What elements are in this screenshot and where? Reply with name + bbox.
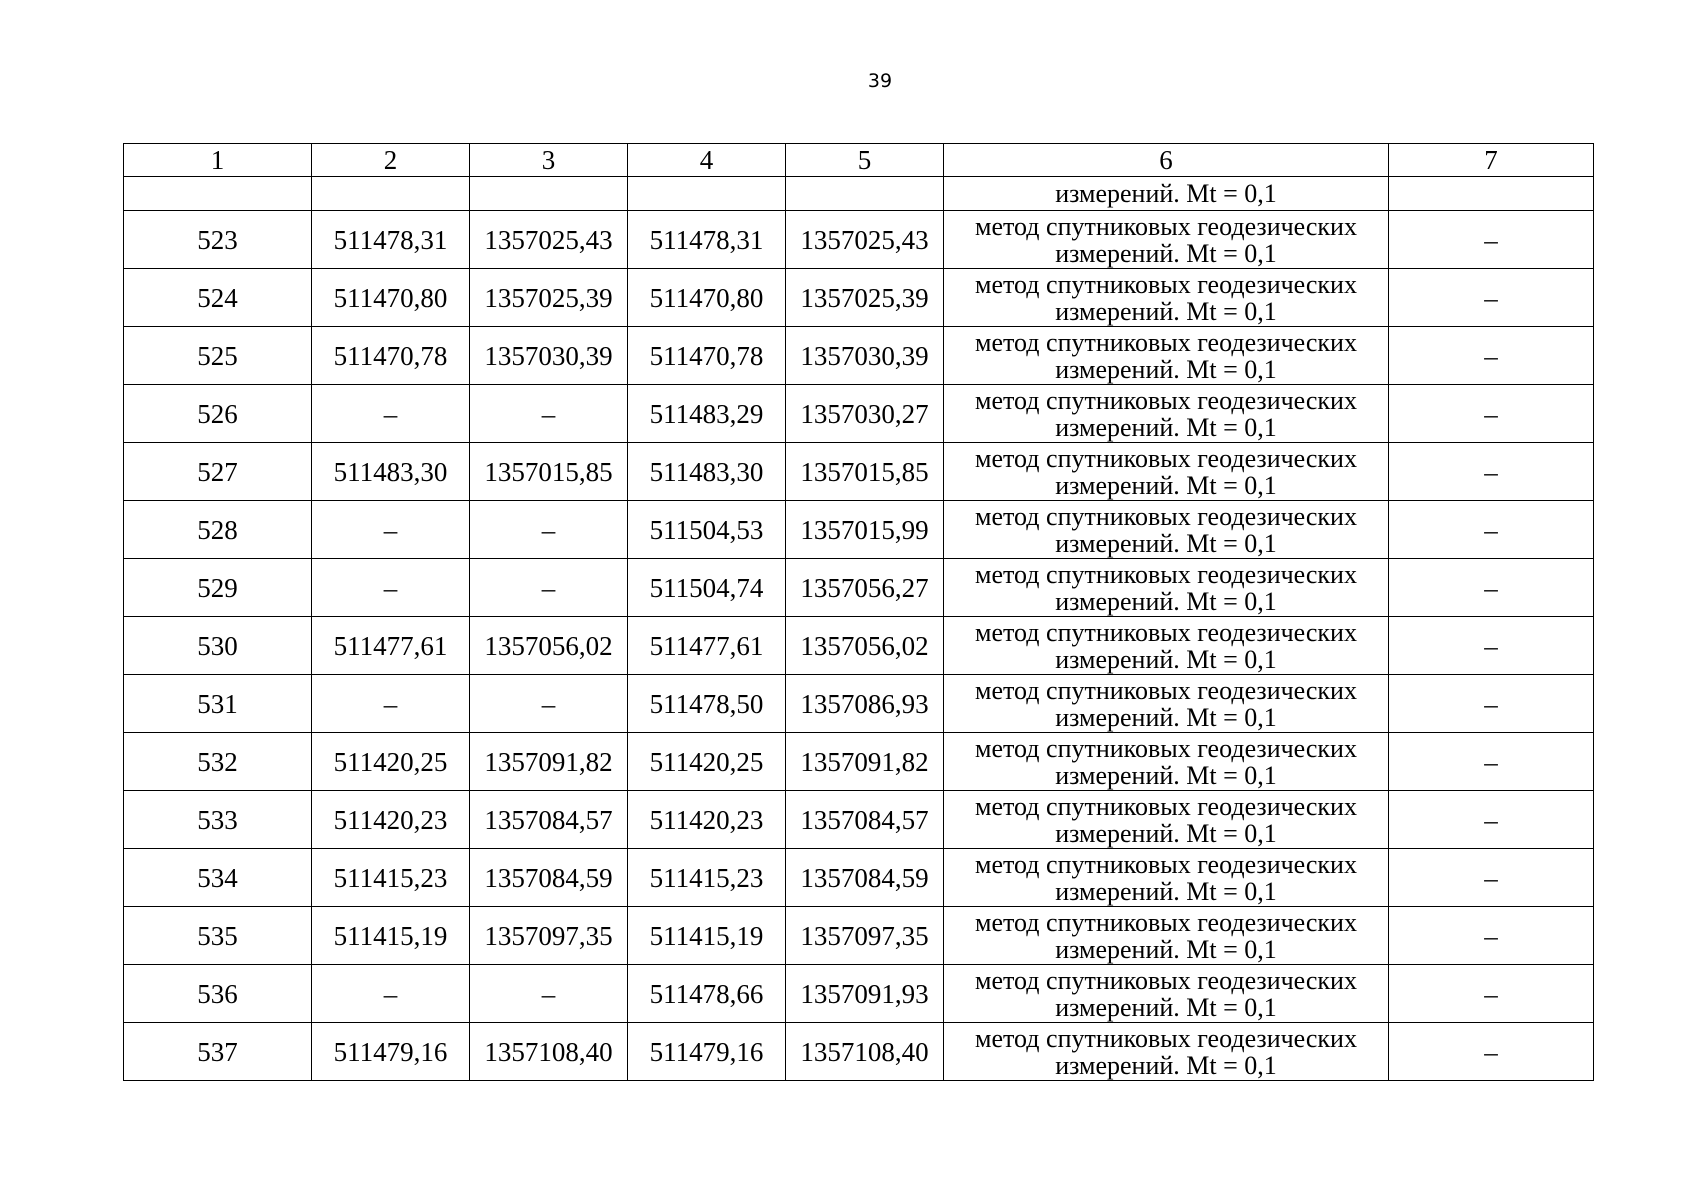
method-cell [944,211,1389,269]
method-cell [944,385,1389,443]
method-cell [944,1023,1389,1081]
method-line-1: метод спутниковых геодезических [975,617,1357,647]
table-cell: 532 [124,733,312,791]
table-cell: – [1389,1023,1594,1081]
table-cell: 1357086,93 [786,675,944,733]
method-line-1: метод спутниковых геодезических [975,211,1357,241]
coordinates-table [123,143,1594,1081]
table-cell: – [312,501,470,559]
table-cell: – [470,965,628,1023]
table-cell: – [1389,907,1594,965]
table-cell: – [470,675,628,733]
table-cell: измерений. Mt = 0,1 [944,177,1389,211]
method-cell [944,327,1389,385]
method-line-2: измерений. Mt = 0,1 [1055,934,1277,964]
table-cell: 1357108,40 [786,1023,944,1081]
table-cell [312,177,470,211]
method-line-1: метод спутниковых геодезических [975,849,1357,879]
header-col-2: 2 [312,144,470,177]
table-header [124,144,1594,177]
table-cell: 526 [124,385,312,443]
table-cell: 1357097,35 [786,907,944,965]
method-cell [944,617,1389,675]
method-line-1: метод спутниковых геодезических [975,501,1357,531]
header-col-7: 7 [1389,144,1594,177]
table-cell: 511478,31 [312,211,470,269]
method-line-1: метод спутниковых геодезических [975,385,1357,415]
table-cell: – [312,385,470,443]
method-line-2: измерений. Mt = 0,1 [1055,644,1277,674]
table-cell [1389,177,1594,211]
method-line-1: метод спутниковых геодезических [975,443,1357,473]
method-line-1: метод спутниковых геодезических [975,733,1357,763]
table-cell: 529 [124,559,312,617]
method-cell [944,443,1389,501]
table-cell: 511483,30 [628,443,786,501]
table-cell: 1357091,93 [786,965,944,1023]
method-line-1: метод спутниковых геодезических [975,791,1357,821]
method-cell [944,965,1389,1023]
table-cell: 1357015,85 [470,443,628,501]
method-line-2: измерений. Mt = 0,1 [1055,818,1277,848]
method-cell [944,269,1389,327]
table-cell: 511415,23 [312,849,470,907]
table-cell: – [1389,791,1594,849]
table-cell: 1357084,59 [470,849,628,907]
continuation-row [124,177,1594,211]
method-line-2: измерений. Mt = 0,1 [1055,354,1277,384]
table-cell: – [1389,443,1594,501]
method-line-1: метод спутниковых геодезических [975,1023,1357,1053]
table-cell: 1357030,27 [786,385,944,443]
table-cell: 1357025,43 [470,211,628,269]
table-cell: – [312,675,470,733]
table-cell: 537 [124,1023,312,1081]
table-cell: 535 [124,907,312,965]
table-cell: – [470,559,628,617]
table-cell: 1357091,82 [470,733,628,791]
table-cell [470,177,628,211]
method-line-2: измерений. Mt = 0,1 [1055,470,1277,500]
method-line-1: метод спутниковых геодезических [975,675,1357,705]
method-line-2: измерений. Mt = 0,1 [1055,412,1277,442]
table-cell: 1357108,40 [470,1023,628,1081]
table-body [124,177,1594,1081]
method-line-1: метод спутниковых геодезических [975,965,1357,995]
method-cell [944,675,1389,733]
table-cell: 511420,23 [628,791,786,849]
method-line-2: измерений. Mt = 0,1 [1055,760,1277,790]
method-line-2: измерений. Mt = 0,1 [1055,1050,1277,1080]
table-cell: 511479,16 [312,1023,470,1081]
table-cell [786,177,944,211]
table-cell: 1357025,43 [786,211,944,269]
table-row [124,617,1594,675]
table-cell: 511415,23 [628,849,786,907]
method-line-1: метод спутниковых геодезических [975,269,1357,299]
method-cell [944,559,1389,617]
table-row [124,211,1594,269]
table-cell: 1357015,99 [786,501,944,559]
table-cell: 511420,25 [312,733,470,791]
table-cell: 511470,78 [312,327,470,385]
header-col-1: 1 [124,144,312,177]
method-line-2: измерений. Mt = 0,1 [1055,296,1277,326]
table-cell: 524 [124,269,312,327]
header-col-3: 3 [470,144,628,177]
table-cell: 1357056,02 [470,617,628,675]
table-cell: – [1389,501,1594,559]
table-cell: 1357025,39 [470,269,628,327]
table-row [124,849,1594,907]
table-cell: 1357056,02 [786,617,944,675]
table-row [124,675,1594,733]
table-cell: 1357084,57 [470,791,628,849]
table-cell: – [470,501,628,559]
table-cell [628,177,786,211]
table-cell [124,177,312,211]
table-cell: 511420,25 [628,733,786,791]
table-row [124,907,1594,965]
table-row [124,501,1594,559]
table-cell: 1357030,39 [786,327,944,385]
table-cell: 1357056,27 [786,559,944,617]
table-cell: 1357091,82 [786,733,944,791]
table-cell: – [312,965,470,1023]
table-cell: 1357015,85 [786,443,944,501]
table-cell: 536 [124,965,312,1023]
table-row [124,1023,1594,1081]
table-cell: 511479,16 [628,1023,786,1081]
table-cell: – [1389,617,1594,675]
method-line-2: измерений. Mt = 0,1 [1055,702,1277,732]
table-cell: 511483,30 [312,443,470,501]
table-cell: 1357084,57 [786,791,944,849]
table-cell: 511477,61 [628,617,786,675]
table-row [124,269,1594,327]
table-cell: 511477,61 [312,617,470,675]
method-line-1: метод спутниковых геодезических [975,327,1357,357]
table-cell: 511478,50 [628,675,786,733]
table-cell: 1357097,35 [470,907,628,965]
table-cell: 511483,29 [628,385,786,443]
table-cell: 511415,19 [628,907,786,965]
method-line-2: измерений. Mt = 0,1 [1055,876,1277,906]
method-line-2: измерений. Mt = 0,1 [1055,992,1277,1022]
header-col-6: 6 [944,144,1389,177]
table-row [124,733,1594,791]
table-cell: – [1389,385,1594,443]
header-row [124,144,1594,177]
header-col-5: 5 [786,144,944,177]
method-cell [944,501,1389,559]
table-cell: 511478,66 [628,965,786,1023]
table-cell: 534 [124,849,312,907]
table-cell: 511504,74 [628,559,786,617]
table-cell: 528 [124,501,312,559]
table-cell: – [1389,849,1594,907]
table-cell: – [1389,965,1594,1023]
table-row [124,965,1594,1023]
table-cell: – [1389,733,1594,791]
table-cell: 527 [124,443,312,501]
page-number: 39 [867,70,893,92]
table-cell: 511470,80 [628,269,786,327]
table-cell: – [312,559,470,617]
table-cell: 511478,31 [628,211,786,269]
header-col-4: 4 [628,144,786,177]
table-cell: 530 [124,617,312,675]
table-cell: 511504,53 [628,501,786,559]
table-cell: – [1389,675,1594,733]
table-cell: 533 [124,791,312,849]
table-row [124,385,1594,443]
method-cell [944,733,1389,791]
table-row [124,443,1594,501]
table-cell: – [470,385,628,443]
method-line-2: измерений. Mt = 0,1 [1055,528,1277,558]
table-row [124,791,1594,849]
table-cell: 1357030,39 [470,327,628,385]
table-cell: – [1389,211,1594,269]
table-cell: 511470,80 [312,269,470,327]
table-cell: 1357084,59 [786,849,944,907]
table-cell: 1357025,39 [786,269,944,327]
method-line-2: измерений. Mt = 0,1 [1055,586,1277,616]
method-cell [944,791,1389,849]
table-cell: – [1389,327,1594,385]
method-cell [944,849,1389,907]
table-cell: 511420,23 [312,791,470,849]
method-line-2: измерений. Mt = 0,1 [1055,238,1277,268]
table-row [124,559,1594,617]
table-cell: 511415,19 [312,907,470,965]
table-cell: – [1389,559,1594,617]
method-line-1: метод спутниковых геодезических [975,559,1357,589]
table-cell: 511470,78 [628,327,786,385]
table-cell: – [1389,269,1594,327]
table-cell: 523 [124,211,312,269]
table-row [124,327,1594,385]
table-cell: 531 [124,675,312,733]
method-line-1: метод спутниковых геодезических [975,907,1357,937]
table-cell: 525 [124,327,312,385]
method-cell [944,907,1389,965]
